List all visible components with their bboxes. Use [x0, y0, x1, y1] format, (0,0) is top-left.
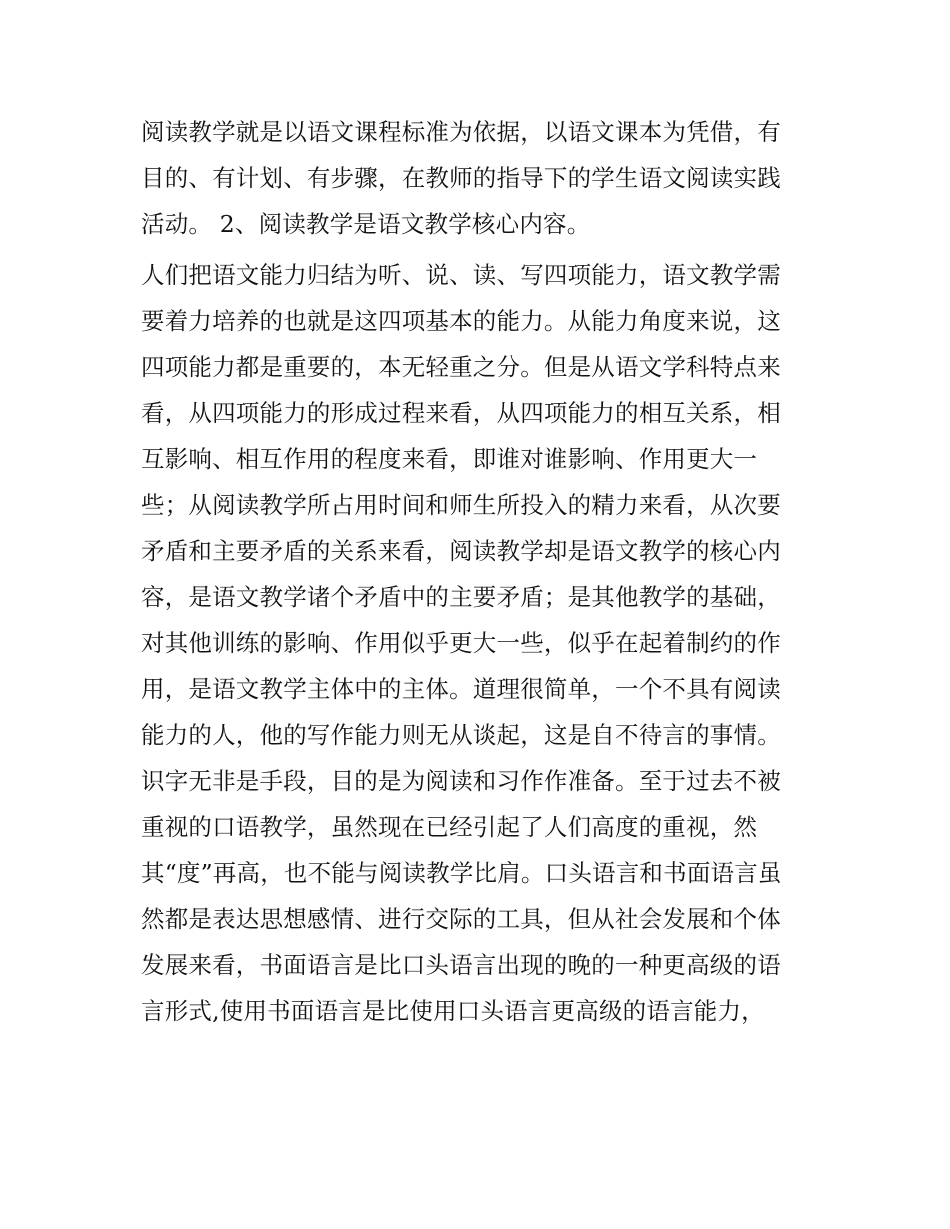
- text-line: 阅读教学就是以语文课程标准为依据，以语文课本为凭借，有: [141, 118, 781, 146]
- text-line: 言形式,使用书面语言是比使用口头语言更高级的语言能力，: [141, 997, 765, 1025]
- text-line: 识字无非是手段，目的是为阅读和习作作准备。至于过去不被: [141, 767, 781, 795]
- text-line: 重视的口语教学，虽然现在已经引起了人们高度的重视，然: [141, 813, 758, 841]
- text-line: 能力的人，他的写作能力则无从谈起，这是自不待言的事情。: [141, 721, 781, 749]
- text-line: 互影响、相互作用的程度来看，即谁对谁影响、作用更大一: [141, 445, 758, 473]
- text-line: 要着力培养的也就是这四项基本的能力。从能力角度来说，这: [141, 307, 781, 335]
- text-line: 些；从阅读教学所占用时间和师生所投入的精力来看，从次要: [141, 491, 781, 519]
- text-line: 用，是语文教学主体中的主体。道理很简单，一个不具有阅读: [141, 675, 781, 703]
- text-line: 看，从四项能力的形成过程来看，从四项能力的相互关系，相: [141, 399, 781, 427]
- text-line: 容，是语文教学诸个矛盾中的主要矛盾；是其他教学的基础，: [141, 583, 781, 611]
- text-line: 人们把语文能力归结为听、说、读、写四项能力，语文教学需: [141, 261, 781, 289]
- text-line: 其“度”再高，也不能与阅读教学比肩。口头语言和书面语言虽: [141, 859, 782, 887]
- text-line: 目的、有计划、有步骤，在教师的指导下的学生语文阅读实践: [141, 164, 781, 192]
- text-line: 发展来看，书面语言是比口头语言出现的晚的一种更高级的语: [141, 951, 781, 979]
- body-text: [141, 109, 821, 1034]
- text-line: 然都是表达思想感情、进行交际的工具，但从社会发展和个体: [141, 905, 781, 933]
- text-line: 活动。 2、阅读教学是语文教学核心内容。: [141, 210, 591, 238]
- text-line: 矛盾和主要矛盾的关系来看，阅读教学却是语文教学的核心内: [141, 537, 781, 565]
- text-line: 四项能力都是重要的，本无轻重之分。但是从语文学科特点来: [141, 353, 781, 381]
- text-line: 对其他训练的影响、作用似乎更大一些，似乎在起着制约的作: [141, 629, 781, 657]
